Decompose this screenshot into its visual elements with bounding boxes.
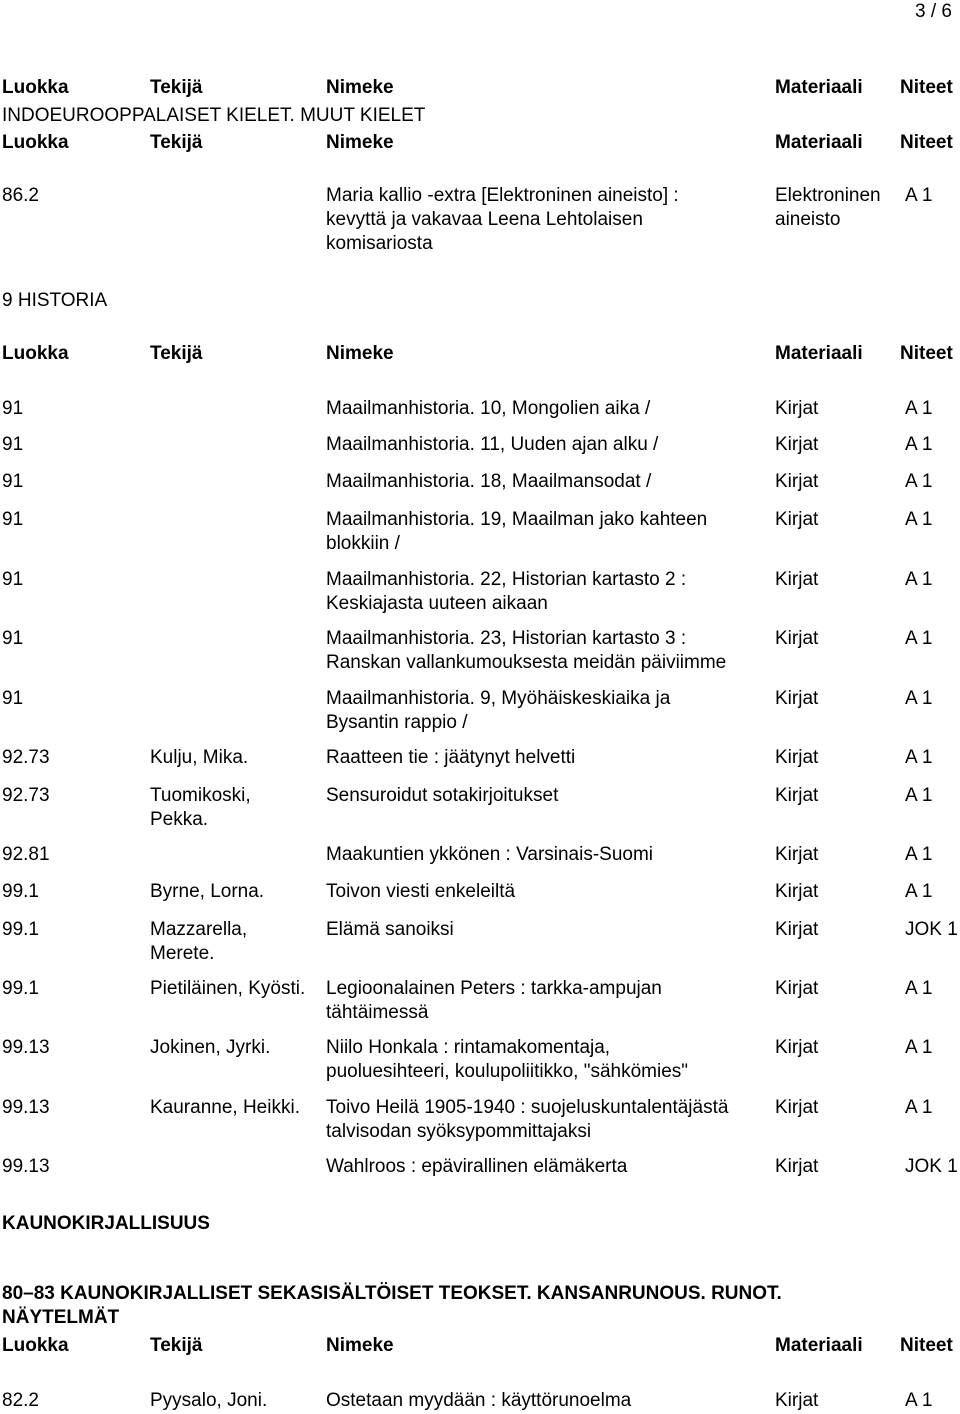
nimeke: Elämä sanoiksi — [326, 919, 454, 940]
table-row — [0, 470, 960, 494]
niteet: A 1 — [905, 881, 933, 902]
table-row-cont — [0, 232, 960, 256]
header-materiaali: Materiaali — [775, 77, 863, 98]
nimeke-cont: Bysantin rappio / — [326, 712, 468, 733]
header-niteet: Niteet — [900, 343, 953, 364]
materiaali: Kirjat — [775, 844, 819, 865]
header-niteet: Niteet — [900, 77, 953, 98]
tekija-cont: Merete. — [150, 943, 215, 964]
table-row-cont — [0, 1001, 960, 1025]
luokka: 91 — [2, 569, 24, 590]
niteet: A 1 — [905, 1097, 933, 1118]
table-row — [0, 977, 960, 1001]
nimeke: Legioonalainen Peters : tarkka-ampujan — [326, 978, 662, 999]
header-materiaali: Materiaali — [775, 132, 863, 153]
niteet: A 1 — [905, 509, 933, 530]
materiaali: Kirjat — [775, 398, 819, 419]
niteet: A 1 — [905, 785, 933, 806]
header-luokka: Luokka — [2, 1335, 69, 1356]
materiaali: Kirjat — [775, 1390, 819, 1411]
luokka: 99.1 — [2, 919, 39, 940]
luokka: 99.1 — [2, 881, 39, 902]
materiaali: Kirjat — [775, 569, 819, 590]
nimeke-cont: Keskiajasta uuteen aikaan — [326, 593, 548, 614]
nimeke: Maailmanhistoria. 19, Maailman jako kahteen — [326, 509, 708, 530]
header-luokka: Luokka — [2, 77, 69, 98]
header-niteet: Niteet — [900, 132, 953, 153]
table-row — [0, 508, 960, 532]
table-row — [0, 433, 960, 457]
materiaali: Kirjat — [775, 919, 819, 940]
niteet: A 1 — [905, 569, 933, 590]
table-row-cont — [0, 808, 960, 832]
niteet: A 1 — [905, 628, 933, 649]
luokka: 99.13 — [2, 1097, 50, 1118]
table-row — [0, 568, 960, 592]
header-tekija: Tekijä — [150, 343, 203, 364]
header-luokka: Luokka — [2, 343, 69, 364]
luokka: 92.81 — [2, 844, 50, 865]
nimeke: Toivon viesti enkeleiltä — [326, 881, 516, 902]
nimeke-cont: talvisodan syöksypommittajaksi — [326, 1121, 592, 1142]
niteet: A 1 — [905, 1390, 933, 1411]
tekija: Kulju, Mika. — [150, 747, 249, 768]
materiaali: Kirjat — [775, 1037, 819, 1058]
table-row-cont — [0, 942, 960, 966]
section-title: INDOEUROOPPALAISET KIELET. MUUT KIELET — [2, 105, 426, 126]
niteet: A 1 — [905, 688, 933, 709]
nimeke: Toivo Heilä 1905-1940 : suojeluskuntalentäjästä — [326, 1097, 729, 1118]
column-header-row — [0, 1334, 960, 1358]
nimeke: Raatteen tie : jäätynyt helvetti — [326, 747, 576, 768]
table-row-cont — [0, 1120, 960, 1144]
niteet: A 1 — [905, 471, 933, 492]
niteet: JOK 1 — [905, 919, 958, 940]
header-luokka: Luokka — [2, 132, 69, 153]
table-row — [0, 918, 960, 942]
luokka: 92.73 — [2, 785, 50, 806]
tekija: Mazzarella, — [150, 919, 248, 940]
table-row-cont — [0, 532, 960, 556]
header-tekija: Tekijä — [150, 1335, 203, 1356]
table-row — [0, 687, 960, 711]
materiaali: Kirjat — [775, 628, 819, 649]
table-row — [0, 1155, 960, 1179]
nimeke-cont: blokkiin / — [326, 533, 400, 554]
nimeke-cont: puoluesihteeri, koulupoliitikko, "sähkömies" — [326, 1061, 689, 1082]
table-row — [0, 1096, 960, 1120]
materiaali: Kirjat — [775, 688, 819, 709]
nimeke: Wahlroos : epävirallinen elämäkerta — [326, 1156, 628, 1177]
tekija: Pyysalo, Joni. — [150, 1390, 268, 1411]
nimeke: Maailmanhistoria. 9, Myöhäiskeskiaika ja — [326, 688, 671, 709]
luokka: 91 — [2, 688, 24, 709]
luokka: 91 — [2, 471, 24, 492]
tekija: Pietiläinen, Kyösti. — [150, 978, 306, 999]
nimeke: Maailmanhistoria. 18, Maailmansodat / — [326, 471, 652, 492]
header-nimeke: Nimeke — [326, 77, 394, 98]
materiaali: Kirjat — [775, 747, 819, 768]
tekija: Byrne, Lorna. — [150, 881, 265, 902]
table-row — [0, 184, 960, 208]
materiaali: Kirjat — [775, 881, 819, 902]
section-title: 9 HISTORIA — [2, 290, 108, 311]
luokka: 91 — [2, 509, 24, 530]
nimeke: Maailmanhistoria. 23, Historian kartasto 3 : — [326, 628, 687, 649]
nimeke-cont: tähtäimessä — [326, 1002, 429, 1023]
nimeke: Ostetaan myydään : käyttörunoelma — [326, 1390, 632, 1411]
luokka: 92.73 — [2, 747, 50, 768]
luokka: 82.2 — [2, 1390, 39, 1411]
luokka: 99.13 — [2, 1156, 50, 1177]
nimeke: Maailmanhistoria. 10, Mongolien aika / — [326, 398, 651, 419]
table-row — [0, 1389, 960, 1413]
materiaali: Kirjat — [775, 1156, 819, 1177]
header-niteet: Niteet — [900, 1335, 953, 1356]
nimeke: Maria kallio -extra [Elektroninen aineisto] : — [326, 185, 679, 206]
materiaali: Kirjat — [775, 1097, 819, 1118]
nimeke: Maakuntien ykkönen : Varsinais-Suomi — [326, 844, 654, 865]
page-number: 3 / 6 — [915, 1, 952, 22]
tekija: Tuomikoski, — [150, 785, 251, 806]
materiaali: Kirjat — [775, 434, 819, 455]
niteet: A 1 — [905, 185, 933, 206]
luokka: 91 — [2, 398, 24, 419]
nimeke-cont: Ranskan vallankumouksesta meidän päiviimme — [326, 652, 727, 673]
table-row — [0, 627, 960, 651]
header-materiaali: Materiaali — [775, 343, 863, 364]
niteet: A 1 — [905, 978, 933, 999]
nimeke: Niilo Honkala : rintamakomentaja, — [326, 1037, 611, 1058]
materiaali: Kirjat — [775, 509, 819, 530]
column-header-row — [0, 76, 960, 100]
niteet: A 1 — [905, 398, 933, 419]
niteet: A 1 — [905, 844, 933, 865]
table-row — [0, 843, 960, 867]
table-row-cont — [0, 592, 960, 616]
table-row — [0, 1036, 960, 1060]
materiaali: Kirjat — [775, 978, 819, 999]
section-title-cont: NÄYTELMÄT — [2, 1307, 120, 1328]
materiaali: Kirjat — [775, 785, 819, 806]
materiaali: Kirjat — [775, 471, 819, 492]
materiaali: Elektroninen — [775, 185, 881, 206]
table-row — [0, 784, 960, 808]
header-materiaali: Materiaali — [775, 1335, 863, 1356]
luokka: 91 — [2, 628, 24, 649]
niteet: A 1 — [905, 434, 933, 455]
luokka: 99.13 — [2, 1037, 50, 1058]
tekija-cont: Pekka. — [150, 809, 209, 830]
materiaali-cont: aineisto — [775, 209, 841, 230]
tekija: Jokinen, Jyrki. — [150, 1037, 271, 1058]
header-tekija: Tekijä — [150, 77, 203, 98]
luokka: 99.1 — [2, 978, 39, 999]
niteet: JOK 1 — [905, 1156, 958, 1177]
table-row — [0, 397, 960, 421]
column-header-row — [0, 131, 960, 155]
luokka: 86.2 — [2, 185, 39, 206]
nimeke: Maailmanhistoria. 22, Historian kartasto 2 : — [326, 569, 687, 590]
header-nimeke: Nimeke — [326, 132, 394, 153]
table-row-cont — [0, 1060, 960, 1084]
table-row-cont — [0, 711, 960, 735]
section-title: KAUNOKIRJALLISUUS — [2, 1213, 210, 1234]
nimeke-cont: komisariosta — [326, 233, 433, 254]
nimeke: Maailmanhistoria. 11, Uuden ajan alku / — [326, 434, 659, 455]
tekija: Kauranne, Heikki. — [150, 1097, 300, 1118]
niteet: A 1 — [905, 1037, 933, 1058]
header-tekija: Tekijä — [150, 132, 203, 153]
table-row-cont — [0, 208, 960, 232]
luokka: 91 — [2, 434, 24, 455]
section-title: 80–83 KAUNOKIRJALLISET SEKASISÄLTÖISET TEOKSET. KANSANRUNOUS. RUNOT. — [2, 1283, 782, 1304]
nimeke: Sensuroidut sotakirjoitukset — [326, 785, 559, 806]
header-nimeke: Nimeke — [326, 1335, 394, 1356]
column-header-row — [0, 342, 960, 366]
table-row-cont — [0, 651, 960, 675]
header-nimeke: Nimeke — [326, 343, 394, 364]
table-row — [0, 880, 960, 904]
nimeke-cont: kevyttä ja vakavaa Leena Lehtolaisen — [326, 209, 643, 230]
niteet: A 1 — [905, 747, 933, 768]
table-row — [0, 746, 960, 770]
